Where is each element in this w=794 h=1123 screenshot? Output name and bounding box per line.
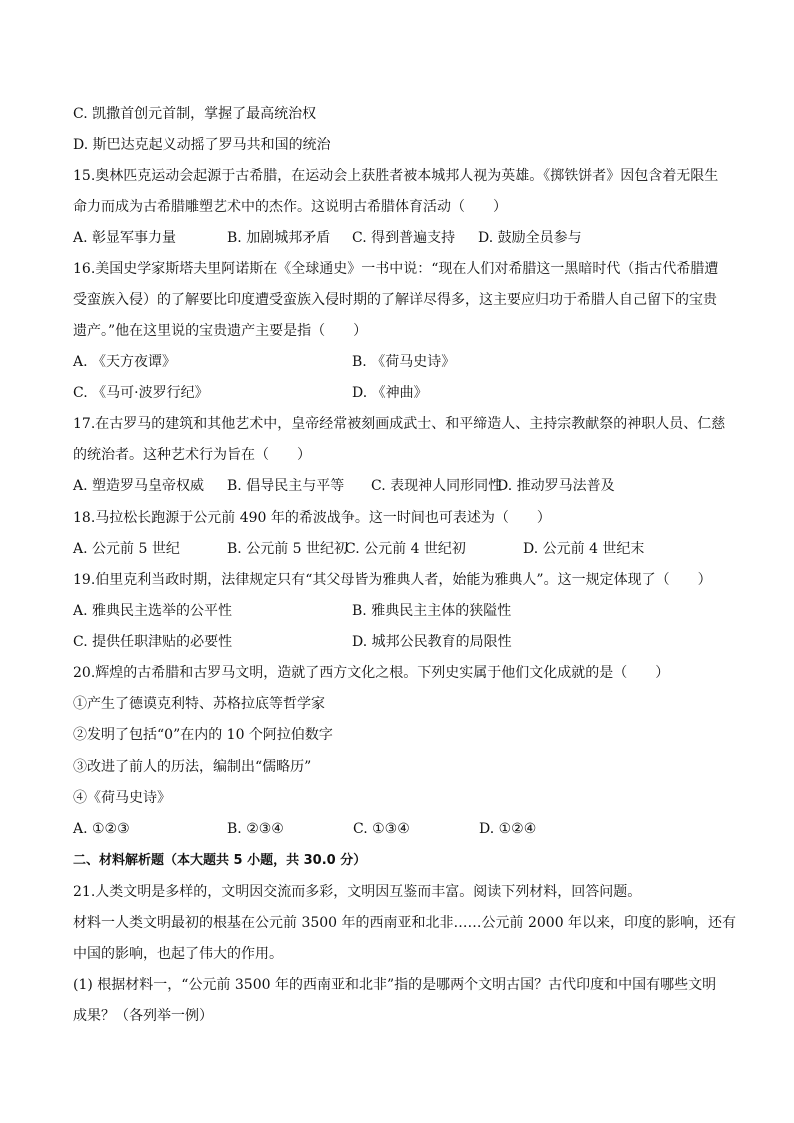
q15-stem-line-1: 15.奥林匹克运动会起源于古希腊，在运动会上获胜者被本城邦人视为英雄。《掷铁饼者》因包含着无限生 bbox=[73, 168, 719, 184]
q18-option-c: C. 公元前 4 世纪初 bbox=[345, 541, 466, 557]
q17-stem-line-1: 17.在古罗马的建筑和其他艺术中，皇帝经常被刻画成武士、和平缔造人、主持宗教献祭的神职人员、仁慈 bbox=[73, 416, 726, 432]
q15-option-a: A. 彰显军事力量 bbox=[73, 230, 177, 246]
q21-subquestion-1-line-1: (1) 根据材料一，“公元前 3500 年的西南亚和北非”指的是哪两个文明古国？古代印度和中国有哪些文明 bbox=[73, 977, 717, 993]
q16-option-b: B. 《荷马史诗》 bbox=[352, 354, 456, 370]
q20-option-d: D. ①②④ bbox=[479, 821, 537, 837]
q20-item-2: ②发明了包括“0”在内的 10 个阿拉伯数字 bbox=[73, 727, 333, 743]
q14-option-c: C. 凯撒首创元首制，掌握了最高统治权 bbox=[73, 106, 317, 122]
q15-stem-line-2: 命力而成为古希腊雕塑艺术中的杰作。这说明古希腊体育活动（ ） bbox=[73, 199, 507, 215]
q17-option-b: B. 倡导民主与平等 bbox=[227, 478, 345, 494]
q19-option-a: A. 雅典民主选举的公平性 bbox=[73, 603, 233, 619]
q16-options-row-1 bbox=[73, 352, 734, 372]
q16-stem-line-3: 遗产。”他在这里说的宝贵遗产主要是指（ ） bbox=[73, 323, 368, 339]
q20-option-a: A. ①②③ bbox=[73, 821, 130, 837]
q14-option-d: D. 斯巴达克起义动摇了罗马共和国的统治 bbox=[73, 137, 331, 153]
section-heading-material-analysis: 二、材料解析题（本大题共 5 小题，共 30.0 分） bbox=[73, 853, 367, 868]
q16-option-a: A. 《天方夜谭》 bbox=[73, 354, 177, 370]
q18-option-d: D. 公元前 4 世纪末 bbox=[523, 541, 645, 557]
q19-option-b: B. 雅典民主主体的狭隘性 bbox=[352, 603, 512, 619]
q20-option-c: C. ①③④ bbox=[353, 821, 410, 837]
q19-options-row-2 bbox=[73, 632, 734, 652]
q19-option-d: D. 城邦公民教育的局限性 bbox=[352, 634, 512, 650]
q17-options bbox=[73, 476, 734, 496]
q16-option-d: D. 《神曲》 bbox=[352, 385, 428, 401]
q21-material-line-1: 材料一人类文明最初的根基在公元前 3500 年的西南亚和北非……公元前 2000 年以来，印度的影响，还有 bbox=[73, 915, 737, 931]
q20-item-4: ④《荷马史诗》 bbox=[73, 790, 171, 806]
q16-stem-line-1: 16.美国史学家斯塔夫里阿诺斯在《全球通史》一书中说：“现在人们对希腊这一黑暗时代（指古代希腊遭 bbox=[73, 261, 719, 277]
q15-options bbox=[73, 228, 734, 248]
q17-option-c: C. 表现神人同形同性 bbox=[371, 478, 503, 494]
q18-stem: 18.马拉松长跑源于公元前 490 年的希波战争。这一时间也可表述为（ ） bbox=[73, 510, 551, 526]
q19-option-c: C. 提供任职津贴的必要性 bbox=[73, 634, 233, 650]
q15-option-c: C. 得到普遍支持 bbox=[352, 230, 456, 246]
q20-options bbox=[73, 819, 734, 839]
q16-options-row-2 bbox=[73, 383, 734, 403]
q21-subquestion-1-line-2: 成果？（各列举一例） bbox=[73, 1008, 213, 1024]
q18-options bbox=[73, 539, 734, 559]
q20-item-3: ③改进了前人的历法，编制出“儒略历” bbox=[73, 759, 312, 775]
q17-option-a: A. 塑造罗马皇帝权威 bbox=[73, 478, 205, 494]
q15-option-d: D. 鼓励全员参与 bbox=[478, 230, 582, 246]
q20-stem: 20.辉煌的古希腊和古罗马文明，造就了西方文化之根。下列史实属于他们文化成就的是（ ） bbox=[73, 665, 670, 681]
q19-options-row-1 bbox=[73, 601, 734, 621]
q21-stem: 21.人类文明是多样的，文明因交流而多彩，文明因互鉴而丰富。阅读下列材料，回答问题。 bbox=[73, 884, 642, 900]
q20-item-1: ①产生了德谟克利特、苏格拉底等哲学家 bbox=[73, 696, 325, 712]
q20-option-b: B. ②③④ bbox=[227, 821, 284, 837]
q18-option-a: A. 公元前 5 世纪 bbox=[73, 541, 180, 557]
q15-option-b: B. 加剧城邦矛盾 bbox=[227, 230, 331, 246]
q17-stem-line-2: 的统治者。这种艺术行为旨在（ ） bbox=[73, 447, 311, 463]
q19-stem: 19.伯里克利当政时期，法律规定只有“其父母皆为雅典人者，始能为雅典人”。这一规定体现了（ ） bbox=[73, 572, 712, 588]
q21-material-line-2: 中国的影响，也起了伟大的作用。 bbox=[73, 946, 283, 962]
q16-option-c: C. 《马可·波罗行纪》 bbox=[73, 385, 209, 401]
q16-stem-line-2: 受蛮族入侵）的了解要比印度遭受蛮族入侵时期的了解详尽得多，这主要应归功于希腊人自己留下的宝贵 bbox=[73, 292, 717, 308]
q18-option-b: B. 公元前 5 世纪初 bbox=[227, 541, 348, 557]
q17-option-d: D. 推动罗马法普及 bbox=[497, 478, 615, 494]
